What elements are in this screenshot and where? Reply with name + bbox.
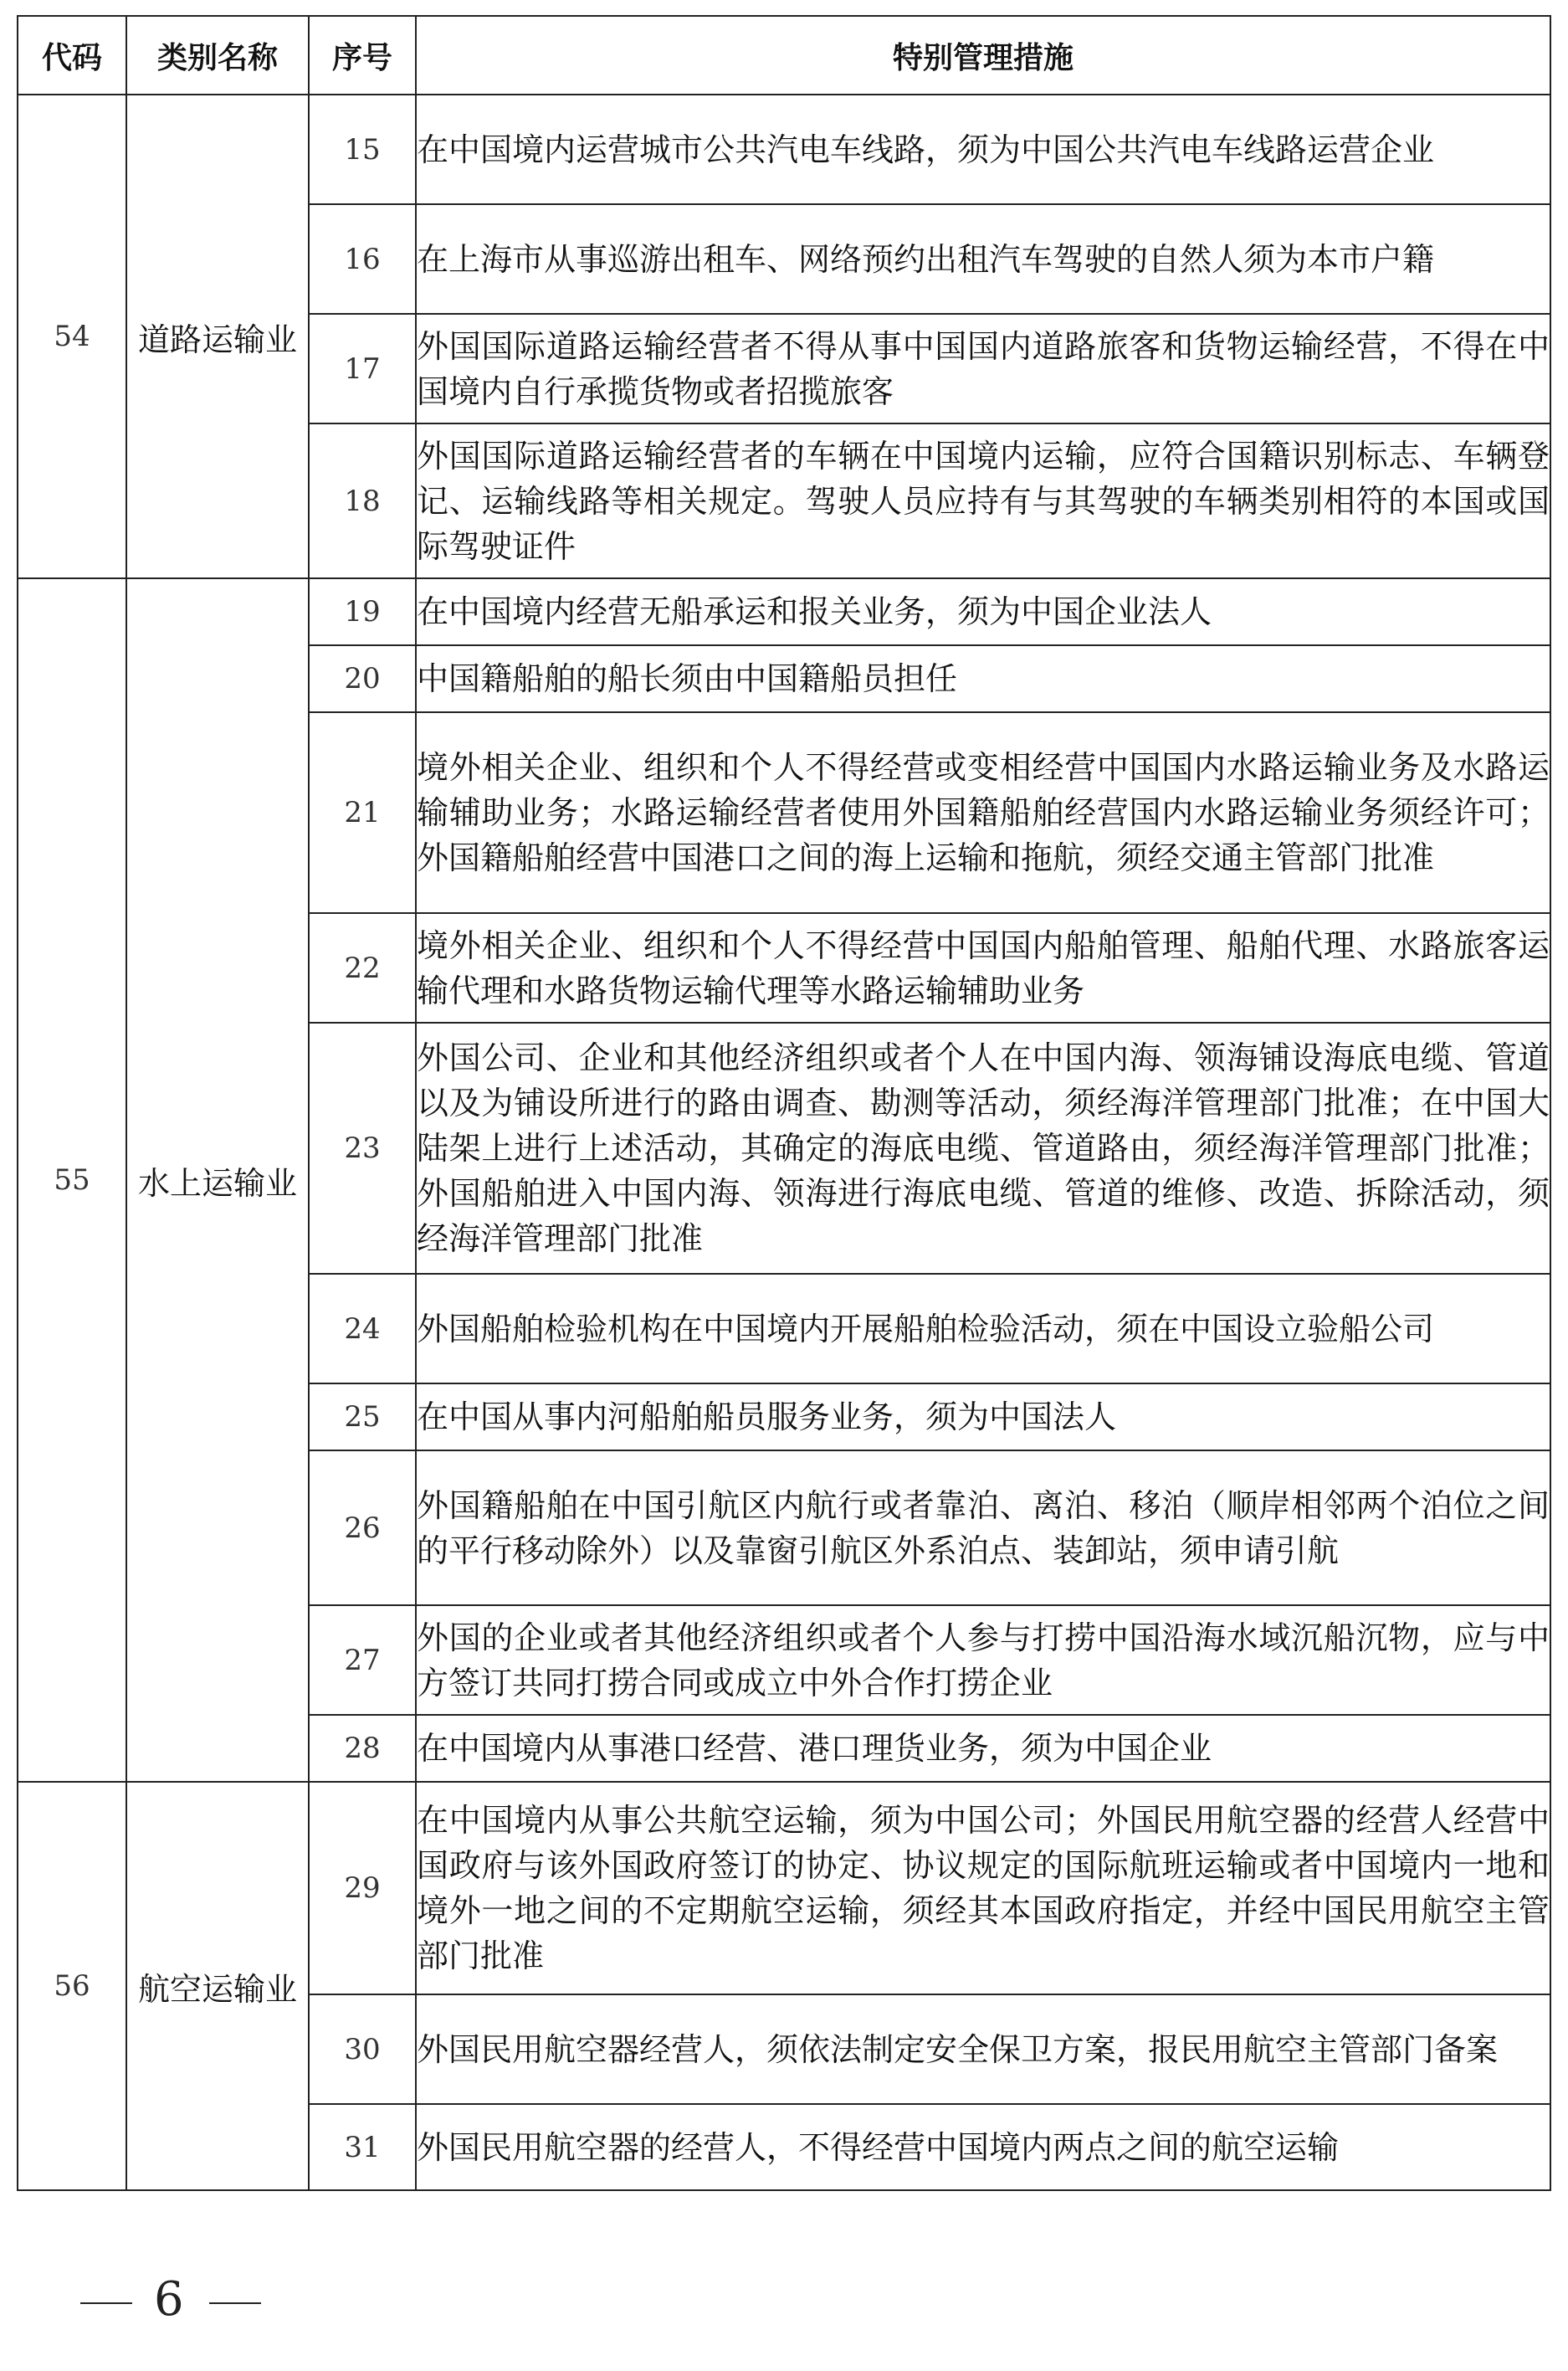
row-seq: 18 (309, 423, 416, 578)
group-code: 54 (18, 95, 126, 578)
row-measure: 外国船舶检验机构在中国境内开展船舶检验活动，须在中国设立验船公司 (416, 1274, 1550, 1383)
header-seq: 序号 (309, 16, 416, 95)
header-category: 类别名称 (126, 16, 309, 95)
row-seq: 17 (309, 314, 416, 423)
row-measure: 在中国境内从事港口经营、港口理货业务，须为中国企业 (416, 1715, 1550, 1782)
footer-dash-right (209, 2302, 261, 2304)
group-code: 55 (18, 578, 126, 1782)
row-measure: 外国公司、企业和其他经济组织或者个人在中国内海、领海铺设海底电缆、管道以及为铺设所进行的路由调查、勘测等活动，须经海洋管理部门批准；在中国大陆架上进行上述活动，其确定的海底电缆、管道路由，须经海洋管理部门批准；外国船舶进入中国内海、领海进行海底电缆、管道的维修、改造、拆除活动，须经海洋管理部门批准 (416, 1023, 1550, 1274)
measures-table (17, 15, 1551, 2191)
table-row (18, 578, 1550, 645)
row-seq: 24 (309, 1274, 416, 1383)
row-seq: 28 (309, 1715, 416, 1782)
row-measure: 境外相关企业、组织和个人不得经营或变相经营中国国内水路运输业务及水路运输辅助业务；水路运输经营者使用外国籍船舶经营国内水路运输业务须经许可；外国籍船舶经营中国港口之间的海上运输和拖航，须经交通主管部门批准 (416, 712, 1550, 913)
row-seq: 21 (309, 712, 416, 913)
group-category: 航空运输业 (126, 1782, 309, 2190)
row-seq: 25 (309, 1383, 416, 1450)
row-seq: 27 (309, 1605, 416, 1715)
table-header-row (18, 16, 1550, 95)
header-measure: 特别管理措施 (416, 16, 1550, 95)
footer-dash-left (80, 2302, 132, 2304)
row-seq: 19 (309, 578, 416, 645)
row-measure: 外国的企业或者其他经济组织或者个人参与打捞中国沿海水域沉船沉物，应与中方签订共同打捞合同或成立中外合作打捞企业 (416, 1605, 1550, 1715)
row-measure: 在中国境内经营无船承运和报关业务，须为中国企业法人 (416, 578, 1550, 645)
row-seq: 16 (309, 204, 416, 314)
group-category: 水上运输业 (126, 578, 309, 1782)
row-seq: 30 (309, 1994, 416, 2104)
row-measure: 外国国际道路运输经营者不得从事中国国内道路旅客和货物运输经营，不得在中国境内自行承揽货物或者招揽旅客 (416, 314, 1550, 423)
row-measure: 在中国境内运营城市公共汽电车线路，须为中国公共汽电车线路运营企业 (416, 95, 1550, 204)
row-measure: 外国国际道路运输经营者的车辆在中国境内运输，应符合国籍识别标志、车辆登记、运输线路等相关规定。驾驶人员应持有与其驾驶的车辆类别相符的本国或国际驾驶证件 (416, 423, 1550, 578)
row-measure: 外国民用航空器的经营人，不得经营中国境内两点之间的航空运输 (416, 2104, 1550, 2190)
row-measure: 外国籍船舶在中国引航区内航行或者靠泊、离泊、移泊（顺岸相邻两个泊位之间的平行移动除外）以及靠窗引航区外系泊点、装卸站，须申请引航 (416, 1450, 1550, 1605)
row-measure: 中国籍船舶的船长须由中国籍船员担任 (416, 645, 1550, 712)
row-measure: 外国民用航空器经营人，须依法制定安全保卫方案，报民用航空主管部门备案 (416, 1994, 1550, 2104)
row-measure: 在中国境内从事公共航空运输，须为中国公司；外国民用航空器的经营人经营中国政府与该外国政府签订的协定、协议规定的国际航班运输或者中国境内一地和境外一地之间的不定期航空运输，须经其本国政府指定，并经中国民用航空主管部门批准 (416, 1782, 1550, 1994)
header-code: 代码 (18, 16, 126, 95)
table-row (18, 95, 1550, 204)
table-row (18, 1782, 1550, 1994)
row-measure: 在中国从事内河船舶船员服务业务，须为中国法人 (416, 1383, 1550, 1450)
row-seq: 23 (309, 1023, 416, 1274)
row-seq: 29 (309, 1782, 416, 1994)
row-measure: 境外相关企业、组织和个人不得经营中国国内船舶管理、船舶代理、水路旅客运输代理和水路货物运输代理等水路运输辅助业务 (416, 913, 1550, 1023)
row-measure: 在上海市从事巡游出租车、网络预约出租汽车驾驶的自然人须为本市户籍 (416, 204, 1550, 314)
row-seq: 20 (309, 645, 416, 712)
group-category: 道路运输业 (126, 95, 309, 578)
row-seq: 31 (309, 2104, 416, 2190)
row-seq: 22 (309, 913, 416, 1023)
page-number: 6 (154, 2272, 187, 2327)
page-footer (59, 2272, 283, 2327)
row-seq: 15 (309, 95, 416, 204)
row-seq: 26 (309, 1450, 416, 1605)
group-code: 56 (18, 1782, 126, 2190)
